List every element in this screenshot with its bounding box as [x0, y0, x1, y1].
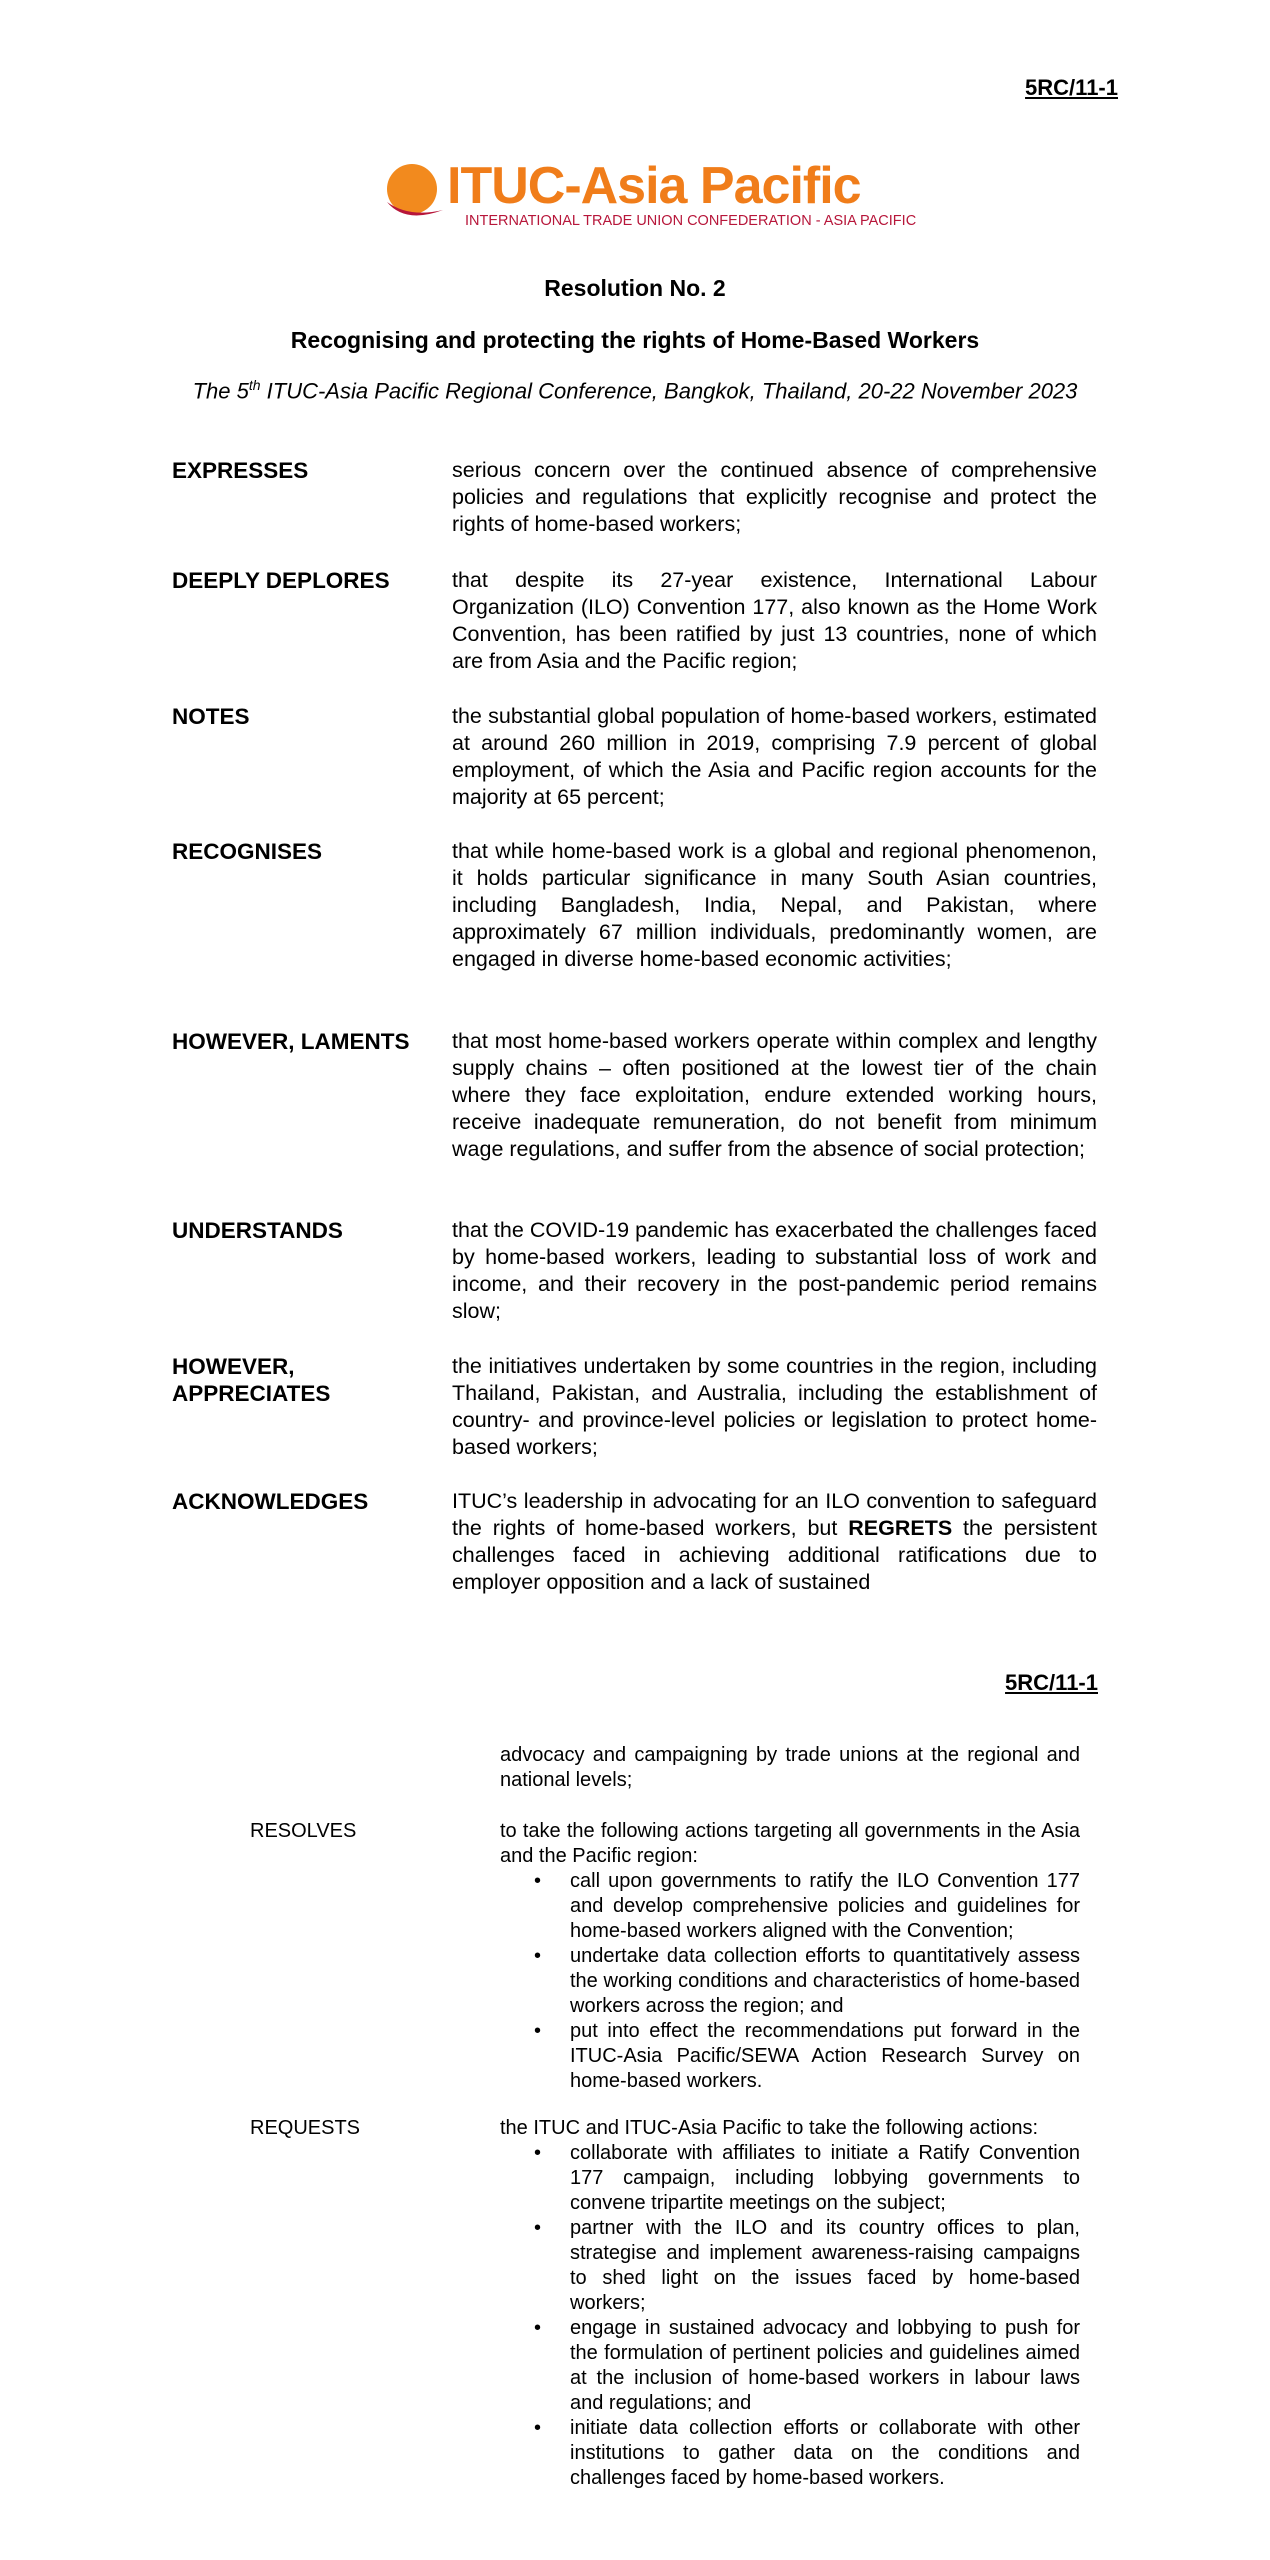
list-item-text: partner with the ILO and its country offices to plan, strategise and implement awareness-raising campaigns to shed light on the issues faced by home-based workers;: [570, 2217, 1080, 2314]
clause-keyword: UNDERSTANDS: [172, 1218, 343, 1243]
document-reference: 5RC/11-1: [1025, 75, 1118, 100]
ituc-logo: [385, 157, 917, 235]
list-item: [500, 2216, 1080, 2316]
clause-body: [500, 2116, 1080, 2491]
clause-text: that most home-based workers operate within complex and lengthy supply chains – often positioned at the lowest tier of the chain where they face exploitation, endure extended working hours, receive inadequate remuneration, do not benefit from minimum wage regulations, and suffer from the absence of social protection;: [452, 1029, 1097, 1161]
list-item-text: engage in sustained advocacy and lobbying to push for the formulation of pertinent policies and guidelines aimed at the inclusion of home-based workers in labour laws and regulations; and: [570, 2317, 1080, 2414]
clause-text: that the COVID-19 pandemic has exacerbated the challenges faced by home-based workers, leading to substantial loss of work and income, and their recovery in the post-pandemic period remains slow;: [452, 1218, 1097, 1323]
conference-superscript: th: [248, 377, 261, 393]
list-item: [500, 2416, 1080, 2491]
list-item-text: put into effect the recommendations put forward in the ITUC-Asia Pacific/SEWA Action Research Survey on home-based workers.: [570, 2020, 1080, 2092]
clause-text: that despite its 27-year existence, International Labour Organization (ILO) Convention 177, also known as the Home Work Convention, has been ratified by just 13 countries, none of which are from Asia and the Pacific region;: [452, 568, 1097, 673]
clause-keyword: HOWEVER, LAMENTS: [172, 1029, 410, 1054]
resolution-title: Recognising and protecting the rights of Home-Based Workers: [290, 327, 980, 353]
clause-keyword: NOTES: [172, 704, 250, 729]
clause-text: the initiatives undertaken by some countries in the region, including Thailand, Pakistan, and Australia, including the establishment of country- and province-level policies or legislation to protect home-based workers;: [452, 1354, 1097, 1459]
document-reference: 5RC/11-1: [1005, 1670, 1098, 1695]
clause-intro: the ITUC and ITUC-Asia Pacific to take the following actions:: [500, 2117, 1039, 2139]
bullet-icon: •: [534, 1945, 542, 1967]
bullet-list: [500, 2141, 1080, 2491]
conference-prefix: The 5: [192, 378, 249, 404]
bullet-icon: •: [534, 2217, 542, 2239]
conference-rest: ITUC-Asia Pacific Regional Conference, Bangkok, Thailand, 20-22 November 2023: [260, 378, 1078, 404]
bullet-list: [500, 1869, 1080, 2094]
clause-text: advocacy and campaigning by trade unions at the regional and national levels;: [500, 1744, 1080, 1791]
clause-text-part: ITUC’s leadership in advocating for an ILO convention to safeguard the rights of home-based workers, but: [452, 1489, 1097, 1540]
resolution-number: Resolution No. 2: [544, 275, 726, 301]
document-page-2: [0, 1640, 1270, 2560]
clause-text-part: the persistent challenges faced in achieving additional ratifications due to employer opposition and a lack of sustained: [452, 1516, 1097, 1594]
list-item: [500, 2141, 1080, 2216]
clause-keyword: EXPRESSES: [172, 458, 309, 483]
clause-keyword: DEEPLY DEPLORES: [172, 568, 390, 593]
clause-text: the substantial global population of home-based workers, estimated at around 260 million in 2019, comprising 7.9 percent of global employment, of which the Asia and Pacific region accounts for the majority at 65 percent;: [452, 704, 1097, 809]
list-item-text: call upon governments to ratify the ILO Convention 177 and develop comprehensive policies and guidelines for home-based workers aligned with the Convention;: [570, 1870, 1080, 1942]
clause-text: [452, 1488, 1097, 1596]
list-item-text: initiate data collection efforts or collaborate with other institutions to gather data on the conditions and challenges faced by home-based workers.: [570, 2417, 1080, 2489]
bullet-icon: •: [534, 2020, 542, 2042]
clause-body: [500, 1819, 1080, 2094]
clause-intro: to take the following actions targeting all governments in the Asia and the Pacific region:: [500, 1820, 1080, 1867]
bullet-icon: •: [534, 1870, 542, 1892]
clause-keyword: RECOGNISES: [172, 839, 323, 864]
list-item-text: collaborate with affiliates to initiate a Ratify Convention 177 campaign, including lobbying governments to convene tripartite meetings on the subject;: [570, 2142, 1080, 2214]
logo-subtitle: INTERNATIONAL TRADE UNION CONFEDERATION - ASIA PACIFIC: [465, 213, 917, 229]
clause-text: serious concern over the continued absence of comprehensive policies and regulations that explicitly recognise and protect the rights of home-based workers;: [452, 458, 1097, 536]
clause-keyword: REQUESTS: [250, 2117, 361, 2139]
clause-text: that while home-based work is a global and regional phenomenon, it holds particular significance in many South Asian countries, including Bangladesh, India, Nepal, and Pakistan, where approximately 67 million individuals, predominantly women, are engaged in diverse home-based economic activities;: [452, 839, 1097, 971]
list-item: [500, 1944, 1080, 2019]
list-item: [500, 2019, 1080, 2094]
clause-keyword-line1: HOWEVER,: [172, 1354, 295, 1379]
bullet-icon: •: [534, 2317, 542, 2339]
list-item: [500, 2316, 1080, 2416]
bullet-icon: •: [534, 2417, 542, 2439]
clause-keyword: RESOLVES: [250, 1820, 357, 1842]
list-item-text: undertake data collection efforts to quantitatively assess the working conditions and characteristics of home-based workers across the region; and: [570, 1945, 1080, 2017]
conference-line: [0, 377, 1270, 404]
logo-swoosh-icon: [385, 180, 445, 222]
clause-keyword-line2: APPRECIATES: [172, 1381, 331, 1406]
clause-keyword: [172, 1353, 442, 1407]
clause-keyword: ACKNOWLEDGES: [172, 1489, 369, 1514]
list-item: [500, 1869, 1080, 1944]
clause-text-bold: REGRETS: [848, 1516, 953, 1540]
bullet-icon: •: [534, 2142, 542, 2164]
logo-title: ITUC-Asia Pacific: [447, 157, 861, 215]
